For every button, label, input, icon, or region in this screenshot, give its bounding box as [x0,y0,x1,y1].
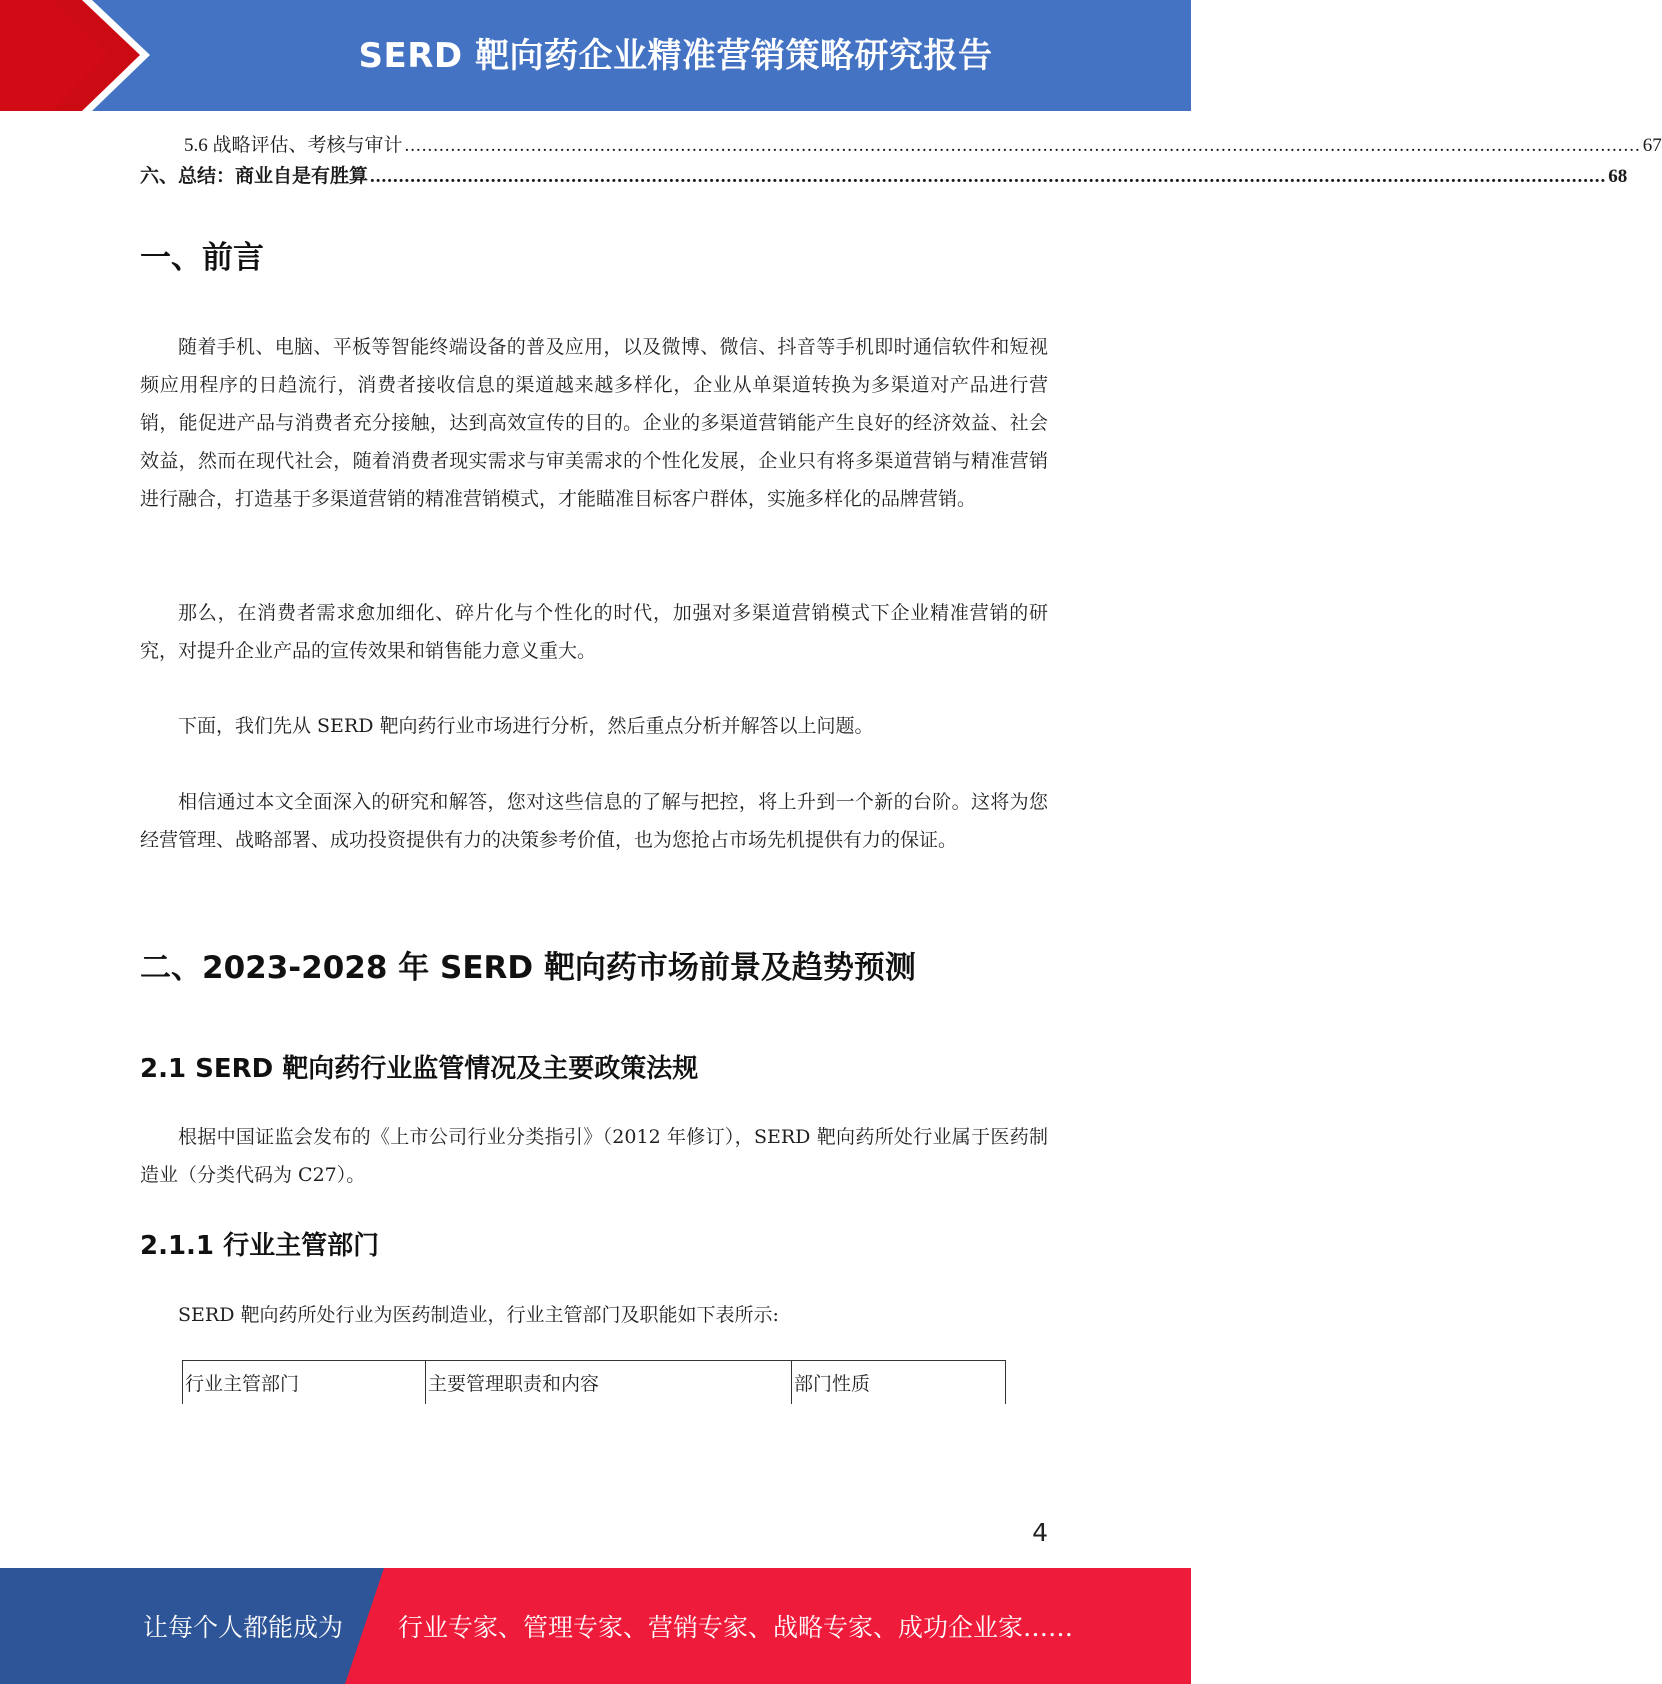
toc-entry-label: 5.6 战略评估、考核与审计 [184,135,403,156]
subsection-heading-authorities: 2.1.1 行业主管部门 [140,1231,380,1261]
page-header [0,0,1191,111]
paragraph: 随着手机、电脑、平板等智能终端设备的普及应用，以及微博、微信、抖音等手机即时通信软件和短视频应用程序的日趋流行，消费者接收信息的渠道越来越多样化，企业从单渠道转换为多渠道对产品进行营销，能促进产品与消费者充分接触，达到高效宣传的目的。企业的多渠道营销能产生良好的经济效益、社会效益，然而在现代社会，随着消费者现实需求与审美需求的个性化发展，企业只有将多渠道营销与精准营销进行融合，打造基于多渠道营销的精准营销模式，才能瞄准目标客户群体，实施多样化的品牌营销。 [140,336,1048,510]
section-heading-preface: 一、前言 [140,240,264,276]
report-title: SERD 靶向药企业精准营销策略研究报告 [358,36,993,76]
toc-leader-dots: ....................................................................................................................................................................................................................... [370,166,1607,187]
authorities-table [182,1360,1006,1404]
table-header-cell: 行业主管部门 [183,1361,426,1404]
toc-entry-page: 67 [1642,135,1662,156]
section-heading-market-forecast: 二、2023-2028 年 SERD 靶向药市场前景及趋势预测 [140,950,916,986]
toc-entry-page: 68 [1608,166,1628,187]
paragraph: 相信通过本文全面深入的研究和解答，您对这些信息的了解与把控，将上升到一个新的台阶。这将为您经营管理、战略部署、成功投资提供有力的决策参考价值，也为您抢占市场先机提供有力的保证。 [140,791,1048,851]
table-header-cell: 主要管理职责和内容 [426,1361,792,1404]
toc-entry[interactable] [140,161,1628,187]
paragraph: 那么，在消费者需求愈加细化、碎片化与个性化的时代，加强对多渠道营销模式下企业精准营销的研究，对提升企业产品的宣传效果和销售能力意义重大。 [140,602,1048,662]
footer-slogan-left: 让每个人都能成为 [143,1613,344,1642]
header-arrow-decoration [0,0,150,111]
toc-entry-label: 六、总结：商业自是有胜算 [140,166,369,187]
toc-leader-dots: ....................................................................................................................................................................................................................... [404,135,1641,156]
paragraph: SERD 靶向药所处行业为医药制造业，行业主管部门及职能如下表所示: [178,1304,779,1326]
subsection-heading-regulation: 2.1 SERD 靶向药行业监管情况及主要政策法规 [140,1054,699,1084]
toc-entry[interactable] [140,130,1662,156]
page-footer [0,1568,1191,1684]
footer-slogan-right: 行业专家、管理专家、营销专家、战略专家、成功企业家…… [398,1613,1074,1642]
paragraph: 下面，我们先从 SERD 靶向药行业市场进行分析，然后重点分析并解答以上问题。 [178,715,874,737]
table-header-cell: 部门性质 [794,1373,871,1395]
paragraph: 根据中国证监会发布的《上市公司行业分类指引》（2012 年修订），SERD 靶向药所处行业属于医药制造业（分类代码为 C27）。 [140,1126,1048,1186]
page-number: 4 [1032,1518,1048,1547]
